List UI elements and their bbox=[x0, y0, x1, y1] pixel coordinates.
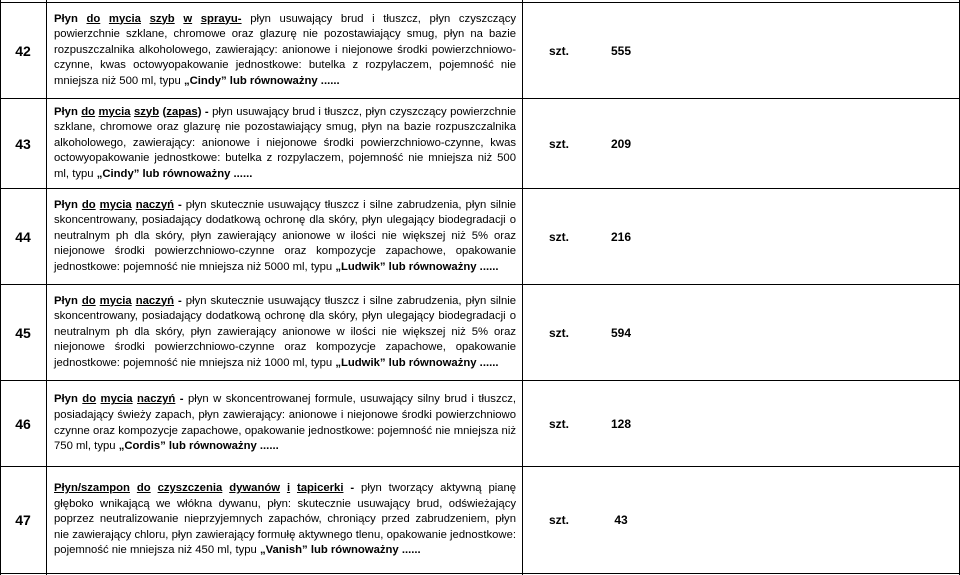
row-number: 46 bbox=[15, 415, 31, 432]
unit-cell: szt. bbox=[548, 229, 569, 244]
table-row bbox=[0, 466, 959, 574]
product-name-word: - bbox=[350, 482, 355, 495]
product-name bbox=[54, 393, 188, 405]
product-name-word: dywanów bbox=[229, 482, 281, 495]
product-description bbox=[54, 12, 516, 90]
product-name-word: Płyn bbox=[54, 393, 78, 406]
product-name bbox=[54, 295, 186, 307]
product-name-word: tapicerki bbox=[296, 482, 344, 495]
product-description bbox=[54, 481, 516, 559]
product-name-word: mycia bbox=[98, 105, 131, 118]
product-name-word: do bbox=[81, 105, 96, 118]
table-row bbox=[0, 284, 959, 380]
product-name-word: do bbox=[136, 482, 151, 495]
row-number: 47 bbox=[15, 512, 31, 528]
product-name-word: mycia bbox=[108, 12, 141, 25]
product-name-word: Płyn bbox=[54, 12, 78, 25]
product-name bbox=[54, 482, 361, 494]
table-row bbox=[0, 380, 959, 466]
table-row bbox=[0, 2, 959, 98]
grid-line bbox=[46, 0, 47, 575]
unit-cell: szt. bbox=[548, 416, 569, 431]
product-name-word: w bbox=[183, 12, 193, 25]
product-name-word: mycia bbox=[99, 198, 132, 211]
unit-cell: szt. bbox=[548, 43, 569, 58]
description-text: płyn usuwający brud i tłuszcz, płyn czyszczący powierzchnie szklane, chromowe oraz glazurę nie pozostawiający smug, płyn na bazie rozpuszczalnika alkoholowego, zawierający: anionowe i niejonowe środki powierzchniowo-czynne, kwas octowyopakowanie jednostkowe: butelka z rozpylaczem, pojemność nie mniejsza niż 500 ml, typu bbox=[54, 105, 517, 180]
product-name-word: do bbox=[86, 12, 101, 25]
product-name-word: sprayu- bbox=[200, 12, 242, 25]
unit-cell: szt. bbox=[548, 513, 569, 527]
product-description bbox=[54, 294, 516, 372]
product-description bbox=[54, 105, 516, 183]
product-name-word: naczyń bbox=[135, 198, 175, 211]
product-name-word: do bbox=[81, 198, 96, 211]
product-name-word: - bbox=[178, 294, 182, 307]
product-type: „Cindy” lub równoważny ...... bbox=[183, 74, 340, 87]
row-number: 42 bbox=[15, 42, 31, 59]
product-name-word: mycia bbox=[100, 393, 133, 406]
product-name-word: Płyn bbox=[54, 198, 78, 211]
product-name-word: Płyn bbox=[54, 105, 78, 118]
row-number: 45 bbox=[15, 324, 31, 341]
table-row bbox=[0, 188, 959, 284]
product-name-word: - bbox=[204, 105, 209, 118]
product-name-word: do bbox=[81, 294, 96, 307]
product-type: „Ludwik” lub równoważny ...... bbox=[335, 356, 499, 369]
grid-line bbox=[522, 0, 523, 575]
product-name-word: mycia bbox=[99, 294, 132, 307]
description-text: płyn usuwający brud i tłuszcz, płyn czyszczący powierzchnie szklane, chromowe oraz glazurę nie pozostawiający smug, płyn na bazie rozpuszczalnika alkoholowego, zawierający: anionowe i niejonowe środki powierzchniowo-czynne, kwas octowyopakowanie jednostkowe: butelka z rozpylaczem, pojemność nie mniejsza niż 500 ml, typu bbox=[54, 12, 517, 87]
product-name-word: naczyń bbox=[135, 294, 175, 307]
product-name-word: - bbox=[178, 198, 182, 211]
unit-cell: szt. bbox=[548, 325, 569, 340]
product-description bbox=[54, 198, 516, 276]
product-name bbox=[54, 199, 186, 211]
product-name-word: Płyn/szampon bbox=[54, 482, 130, 495]
quantity-cell: 216 bbox=[610, 229, 632, 244]
product-name bbox=[54, 106, 212, 118]
product-type: „Ludwik” lub równoważny ...... bbox=[335, 260, 499, 273]
description-text: płyn skutecznie usuwający tłuszcz i silne zabrudzenia, płyn silnie skoncentrowany, posiadający dodatkową ochronę dla skóry, płyn ulegający biodegradacji o neutralnym ph dla skóry, płyn zawierający anionowe w ilości nie większej niż 5% oraz niejonowe środki powierzchniowo-czynne oraz kompozycje zapachowe, opakowanie jednostkowe: pojemność nie mniejsza niż 5000 ml, typu bbox=[54, 198, 517, 273]
quantity-cell: 594 bbox=[610, 325, 632, 340]
product-name-word: - bbox=[179, 393, 184, 406]
grid-line bbox=[0, 0, 1, 575]
product-name-word: czyszczenia bbox=[157, 482, 223, 495]
quantity-cell: 128 bbox=[610, 416, 632, 431]
description-text: płyn w skoncentrowanej formule, usuwający silny brud i tłuszcz, posiadający świeży zapach, płyn zawierający: anionowe i niejonowe środki powierzchniowo czynne oraz kompozycje zapachowe, opakowanie jednostkowe: pojemność nie mniejsza niż 750 ml, typu bbox=[54, 393, 517, 453]
product-name-word: do bbox=[82, 393, 97, 406]
product-name bbox=[54, 13, 250, 25]
product-type: „Cordis” lub równoważny ...... bbox=[118, 440, 279, 453]
quantity-cell: 209 bbox=[610, 136, 632, 151]
description-text: płyn skutecznie usuwający tłuszcz i silne zabrudzenia, płyn silnie skoncentrowany, posiadający dodatkową ochronę dla skóry, płyn ulegający biodegradacji o neutralnym ph dla skóry, płyn zawierający anionowe w ilości nie większej niż 5% oraz niejonowe środki powierzchniowo-czynne oraz kompozycje zapachowe, opakowanie jednostkowe: pojemność nie mniejsza niż 1000 ml, typu bbox=[54, 294, 517, 369]
quantity-cell: 43 bbox=[614, 513, 628, 527]
product-name-word: szyb bbox=[149, 12, 175, 25]
unit-cell: szt. bbox=[548, 136, 569, 151]
product-name-word: Płyn bbox=[54, 294, 78, 307]
product-name-word: i bbox=[286, 482, 291, 495]
row-number: 44 bbox=[15, 228, 31, 245]
description-text: płyn tworzący aktywną pianę głęboko wnikającą we włókna dywanu, płyn: skutecznie usuwający brud, odświeżający poprzez neutralizowanie nieprzyjemnych zapachów, chroniący przed zabrudzeniem, płyn nie zawierający chloru, płyn zawierający formułę aktywnego tlenu, opakowanie jednostkowe: pojemność nie mniejsza niż 450 ml, typu bbox=[54, 482, 517, 557]
quantity-cell: 555 bbox=[610, 43, 632, 58]
product-description bbox=[54, 392, 516, 454]
row-number: 43 bbox=[15, 135, 31, 152]
table-row bbox=[0, 98, 959, 188]
product-name-word: szyb bbox=[133, 105, 160, 118]
product-name-word: (zapas) bbox=[162, 105, 202, 118]
product-name-word: naczyń bbox=[137, 393, 176, 406]
product-type: „Vanish” lub równoważny ...... bbox=[259, 544, 421, 557]
product-type: „Cindy” lub równoważny ...... bbox=[96, 167, 253, 180]
